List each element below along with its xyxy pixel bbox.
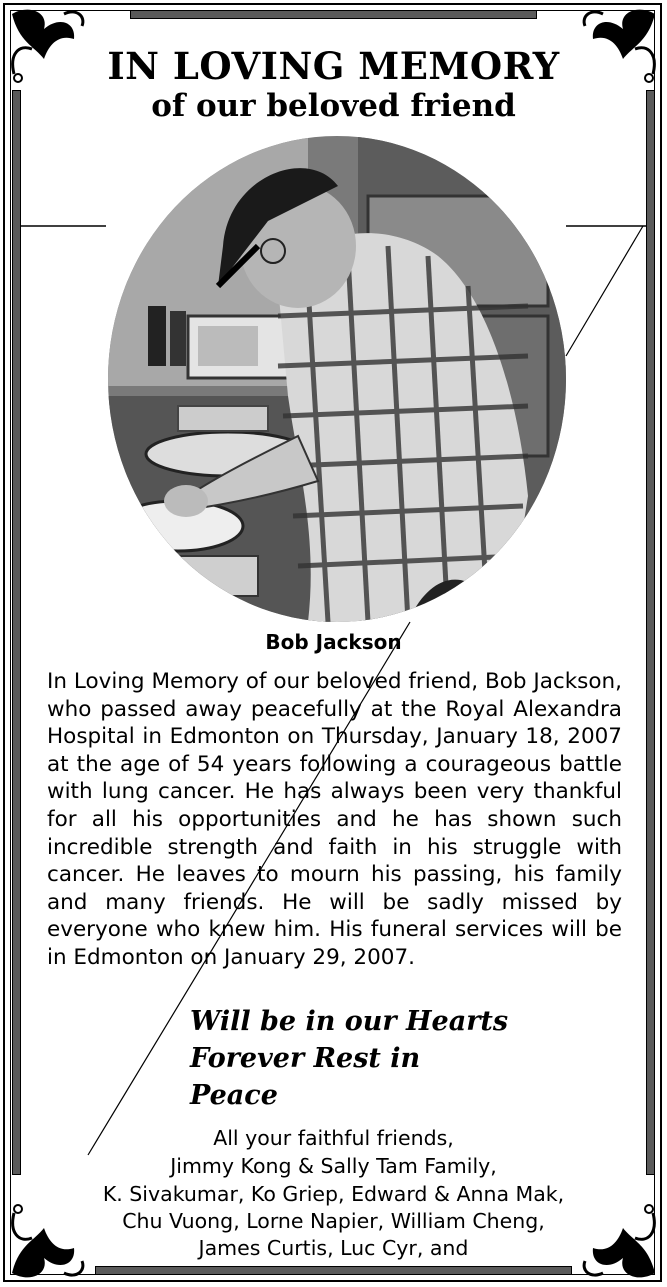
- signature-line-1: All your faithful friends,: [213, 1126, 454, 1150]
- verse-line-2: Forever Rest in: [190, 1043, 421, 1074]
- signature-line-2: Jimmy Kong & Sally Tam Family,: [170, 1154, 497, 1178]
- page-title: IN LOVING MEMORY: [107, 44, 560, 88]
- verse-line-3: Peace: [190, 1080, 278, 1111]
- obituary-text: In Loving Memory of our beloved friend, Bob Jackson, who passed away peacefully at the Royal Alexandra Hospital in Edmonton on Thursday, January 18, 2007 at the age of 54 years following a courageous battle with lung cancer. He has always been very thankful for all his opportunities and he has shown such incredible strength and faith in his struggle with cancer. He leaves to mourn his passing, his family and many friends. He will be sadly missed by everyone who knew him. His funeral services will be in Edmonton on January 29, 2007.: [47, 669, 622, 970]
- signature-line-5: James Curtis, Luc Cyr, and: [198, 1236, 469, 1260]
- signature-line-3: K. Sivakumar, Ko Griep, Edward & Anna Mak,: [102, 1182, 565, 1206]
- deceased-name: Bob Jackson: [265, 630, 402, 654]
- verse-line-1: Will be in our Hearts: [190, 1006, 509, 1037]
- signature-line-4: Chu Vuong, Lorne Napier, William Cheng,: [122, 1209, 545, 1233]
- page-subtitle: of our beloved friend: [151, 88, 516, 124]
